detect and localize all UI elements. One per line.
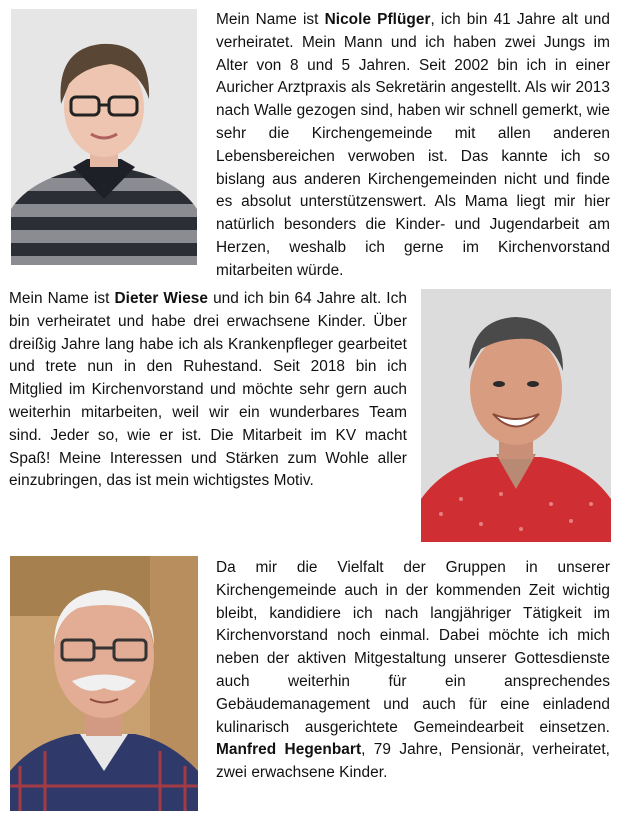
profile-text-after: , ich bin 41 Jahre alt und verheiratet. Mein Mann und ich haben zwei Jungs im Alter von 8 und 5 Jahren. Seit 2002 bin ich in einer Auricher Arztpraxis als Sekretärin angestellt. Als wir 2013 nach Walle gezogen sind, haben wir schnell gemerkt, wie sehr die Kirchengemeinde mit allen anderen Lebensbereichen verwoben ist. Das kannte ich so bislang aus anderen Kirchengemeinden nicht und finde es absolut unterstützenswert. Als Mama liegt mir hier natürlich besonders die Kinder- und Jugendarbeit am Herzen, weshalb ich gerne im Kirchenvorstand mitarbeiten würde. <box>216 11 610 279</box>
profile-name: Dieter Wiese <box>114 290 209 307</box>
profile-text-3 <box>216 557 610 785</box>
profile-text-before: Mein Name ist <box>9 290 115 307</box>
profile-text-2 <box>9 288 407 493</box>
profile-text-before: Mein Name ist <box>216 11 325 28</box>
profile-text-after: und ich bin 64 Jahre alt. Ich bin verheiratet und habe drei erwachsene Kinder. Über dreißig Jahre lang habe ich als Krankenpfleger gearbeitet und trete nun in den Ruhestand. Seit 2018 bin ich Mitglied im Kirchenvorstand und möchte sehr gern auch weiterhin mitarbeiten, weil wir ein wunderbares Team sind. Jeder so, wie er ist. Die Mitarbeit im KV macht Spaß! Meine Interessen und Stärken zum Wohle aller einzubringen, das ist mein wichtigstes Motiv. <box>9 290 407 490</box>
profile-name: Nicole Pflüger <box>324 11 431 28</box>
profile-text-before: Da mir die Vielfalt der Gruppen in unserer Kirchengemeinde auch in der kommenden Zeit wichtig bleibt, kandidiere ich nach langjähriger Tätigkeit im Kirchenvorstand noch einmal. Dabei möchte ich mich neben der aktiven Mitgestaltung unserer Gottesdienste auch weiterhin für ein ansprechendes Gebäudemanagement und auch für eine einladend kulinarisch ausgerichtete Gemeindearbeit einsetzen. <box>216 559 610 736</box>
portrait-photo-2 <box>421 289 611 542</box>
profile-text-after: , 79 Jahre, Pensionär, verheiratet, zwei erwachsene Kinder. <box>216 741 610 782</box>
profile-text-1 <box>216 9 610 283</box>
portrait-photo-3 <box>10 556 198 811</box>
portrait-photo-1 <box>11 9 197 265</box>
profile-name: Manfred Hegenbart <box>216 741 362 759</box>
